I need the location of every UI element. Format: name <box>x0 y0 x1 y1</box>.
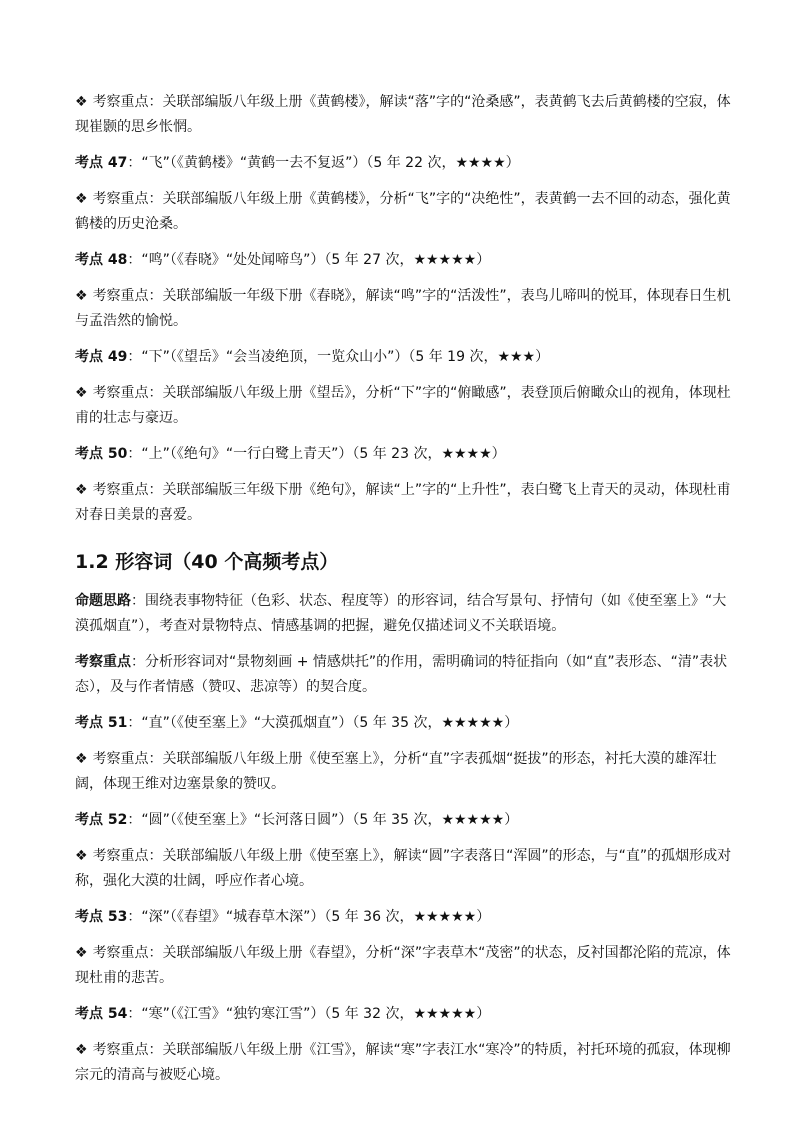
diamond-bullet-icon: ❖ <box>75 191 88 207</box>
paragraph-text: ：围绕表事物特征（色彩、状态、程度等）的形容词，结合写景句、抒情句（如《使至塞上》“大漠孤烟直”），考查对景物特点、情感基调的把握，避免仅描述词义不关联语境。 <box>75 593 727 634</box>
diamond-bullet-icon: ❖ <box>75 385 88 401</box>
focus-paragraph-chunxiao-ming <box>75 284 735 334</box>
exam-point-label: 考点 47 <box>75 155 128 171</box>
paragraph-text: 考察重点：关联部编版八年级上册《春望》，分析“深”字表草木“茂密”的状态，反衬国都沦陷的荒凉，体现杜甫的悲苦。 <box>75 945 731 986</box>
paragraph-text: 考察重点：关联部编版八年级上册《使至塞上》，解读“圆”字表落日“浑圆”的形态，与“直”的孤烟形成对称，强化大漠的壮阔，呼应作者心境。 <box>75 848 732 889</box>
exam-point-label: 考点 51 <box>75 715 128 731</box>
exam-point-label: 考点 50 <box>75 446 128 462</box>
diamond-bullet-icon: ❖ <box>75 482 88 498</box>
focus-paragraph-huanghelou-luo <box>75 90 735 140</box>
exam-point-text: ：“深”（《春望》“城春草木深”）（5 年 36 次，★★★★★） <box>127 909 491 925</box>
diamond-bullet-icon: ❖ <box>75 848 88 864</box>
paragraph-text: 考察重点：关联部编版八年级上册《江雪》，解读“寒”字表江水“寒冷”的特质，衬托环境的孤寂，体现柳宗元的清高与被贬心境。 <box>75 1042 731 1083</box>
paragraph-text: 考察重点：关联部编版一年级下册《春晓》，解读“鸣”字的“活泼性”，表鸟儿啼叫的悦耳，体现春日生机与孟浩然的愉悦。 <box>75 288 731 329</box>
exam-point-text: ：“鸣”（《春晓》“处处闻啼鸟”）（5 年 27 次，★★★★★） <box>127 252 491 268</box>
paragraph-text: 考察重点：关联部编版八年级上册《黄鹤楼》，分析“飞”字的“决绝性”，表黄鹤一去不回的动态，强化黄鹤楼的历史沧桑。 <box>75 191 731 232</box>
exam-point-53 <box>75 905 735 930</box>
exam-point-51 <box>75 711 735 736</box>
lead-label: 考察重点 <box>75 654 131 670</box>
diamond-bullet-icon: ❖ <box>75 288 88 304</box>
paragraph-text: 考察重点：关联部编版八年级上册《使至塞上》，分析“直”字表孤烟“挺拔”的形态，衬托大漠的雄浑壮阔，体现王维对边塞景象的赞叹。 <box>75 751 717 792</box>
exam-point-48 <box>75 248 735 273</box>
diamond-bullet-icon: ❖ <box>75 945 88 961</box>
exam-point-label: 考点 53 <box>75 909 128 925</box>
exam-point-text: ：“圆”（《使至塞上》“长河落日圆”）（5 年 35 次，★★★★★） <box>127 812 519 828</box>
focus-paragraph-huanghelou-fei <box>75 187 735 237</box>
diamond-bullet-icon: ❖ <box>75 94 88 110</box>
exam-point-text: ：“下”（《望岳》“会当凌绝顶，一览众山小”）（5 年 19 次，★★★） <box>127 349 550 365</box>
diamond-bullet-icon: ❖ <box>75 1042 88 1058</box>
exam-point-label: 考点 48 <box>75 252 128 268</box>
exam-point-label: 考点 49 <box>75 349 128 365</box>
paragraph-text: ：分析形容词对“景物刻画 + 情感烘托”的作用，需明确词的特征指向（如“直”表形态、“清”表状态），及与作者情感（赞叹、悲凉等）的契合度。 <box>75 654 728 695</box>
exam-point-text: ：“上”（《绝句》“一行白鹭上青天”）（5 年 23 次，★★★★） <box>127 446 506 462</box>
exam-point-text: ：“寒”（《江雪》“独钓寒江雪”）（5 年 32 次，★★★★★） <box>127 1006 491 1022</box>
focus-paragraph-shizhisaishang-yuan <box>75 844 735 894</box>
exam-point-52 <box>75 808 735 833</box>
exam-point-49 <box>75 345 735 370</box>
paragraph-text: 考察重点：关联部编版三年级下册《绝句》，解读“上”字的“上升性”，表白鹭飞上青天的灵动，体现杜甫对春日美景的喜爱。 <box>75 482 731 523</box>
diamond-bullet-icon: ❖ <box>75 751 88 767</box>
focus-paragraph-wangyue-xia <box>75 381 735 431</box>
focus-summary-paragraph <box>75 650 735 700</box>
exam-point-text: ：“飞”（《黄鹤楼》“黄鹤一去不复返”）（5 年 22 次，★★★★） <box>127 155 520 171</box>
focus-paragraph-chunwang-shen <box>75 941 735 991</box>
focus-paragraph-shizhisaishang-zhi <box>75 747 735 797</box>
section-heading-adjectives: 1.2 形容词（40 个高频考点） <box>75 551 339 573</box>
document-page <box>75 90 735 1099</box>
lead-label: 命题思路 <box>75 593 131 609</box>
exam-point-54 <box>75 1002 735 1027</box>
focus-paragraph-jiangxue-han <box>75 1038 735 1088</box>
paragraph-text: 考察重点：关联部编版八年级上册《望岳》，分析“下”字的“俯瞰感”，表登顶后俯瞰众山的视角，体现杜甫的壮志与豪迈。 <box>75 385 731 426</box>
proposition-idea-paragraph <box>75 589 735 639</box>
exam-point-text: ：“直”（《使至塞上》“大漠孤烟直”）（5 年 35 次，★★★★★） <box>127 715 519 731</box>
exam-point-47 <box>75 151 735 176</box>
exam-point-label: 考点 52 <box>75 812 128 828</box>
paragraph-text: 考察重点：关联部编版八年级上册《黄鹤楼》，解读“落”字的“沧桑感”，表黄鹤飞去后黄鹤楼的空寂，体现崔颢的思乡怅惘。 <box>75 94 731 135</box>
exam-point-50 <box>75 442 735 467</box>
exam-point-label: 考点 54 <box>75 1006 128 1022</box>
focus-paragraph-jueju-shang <box>75 478 735 528</box>
